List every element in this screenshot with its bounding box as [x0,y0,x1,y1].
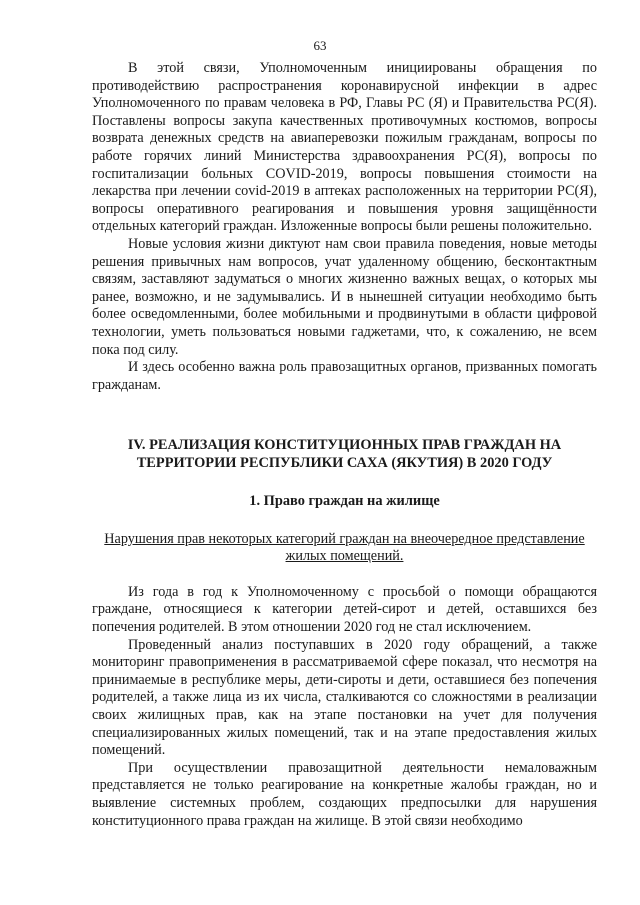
subsection-heading: 1. Право граждан на жилище [249,492,440,509]
underlined-title: Нарушения прав некоторых категорий граждан на внеочередное представление жилых помещений. [104,530,585,565]
paragraph-covid-appeals: В этой связи, Уполномоченным инициированы обращения по противодействию распространения коронавирусной инфекции в адрес Уполномоченного по правам человека в РФ, Главы РС (Я) и Правительства РС(Я). Поставлены вопросы закупа качественных противочумных костюмов, вопросы возврата денежных средств на авиаперевозки пожилым гражданам, вопросы по работе горячих линий Министерства здравоохранения РС(Я), вопросы по госпитализации больных COVID-2019, вопросы повышения стоимости на лекарства при лечении covid-2019 в аптеках расположенных на территории РС(Я), вопросы оперативного реагирования и повышения уровня защищённости отдельных категорий граждан. Изложенные вопросы были решены положительно. [92,60,597,235]
paragraph-analysis: Проведенный анализ поступавших в 2020 году обращений, а также мониторинг правоприменения в рассматриваемой сфере показал, что несмотря на принимаемые в республике меры, дети-сироты и дети, оставшиеся без попечения родителей, а также лица из их числа, сталкиваются со сложностями в реализации своих жилищных прав, как на этапе постановки на учет для получения специализированных жилых помещений, так и на этапе предоставления жилых помещений. [92,636,597,759]
paragraph-orphans-appeals: Из года в год к Уполномоченному с просьбой о помощи обращаются граждане, относящиеся к категории детей-сирот и детей, оставшихся без попечения родителей. В этом отношении 2020 год не стал исключением. [92,583,597,636]
page-number: 63 [313,38,327,53]
spacer [92,566,597,584]
spacer [92,473,597,493]
spacer [92,511,597,531]
spacer [92,394,597,437]
section-heading: IV. РЕАЛИЗАЦИЯ КОНСТИТУЦИОННЫХ ПРАВ ГРАЖДАН НА ТЕРРИТОРИИ РЕСПУБЛИКИ САХА (ЯКУТИЯ) В 2020 ГОДУ [127,437,562,472]
paragraph-systemic-problems: При осуществлении правозащитной деятельности немаловажным представляется не только реагирование на конкретные жалобы граждан, но и выявление системных проблем, создающих предпосылки для нарушения конституционного права граждан на жилище. В этой связи необходимо [92,759,597,829]
paragraph-human-rights-role: И здесь особенно важна роль правозащитных органов, призванных помогать гражданам. [92,359,597,393]
page-content [92,60,597,830]
paragraph-new-conditions: Новые условия жизни диктуют нам свои правила поведения, новые методы решения привычных нам вопросов, учат удаленному общению, бесконтактным связям, заставляют задуматься о многих жизненно важных вещах, о которых мы ранее, возможно, и не задумывались. И в нынешней ситуации необходимо быть более осведомленными, более мобильными и продвинутыми в области цифровой технологии, уметь пользоваться новыми гаджетами, что, к сожалению, не всем пока под силу. [92,235,597,358]
